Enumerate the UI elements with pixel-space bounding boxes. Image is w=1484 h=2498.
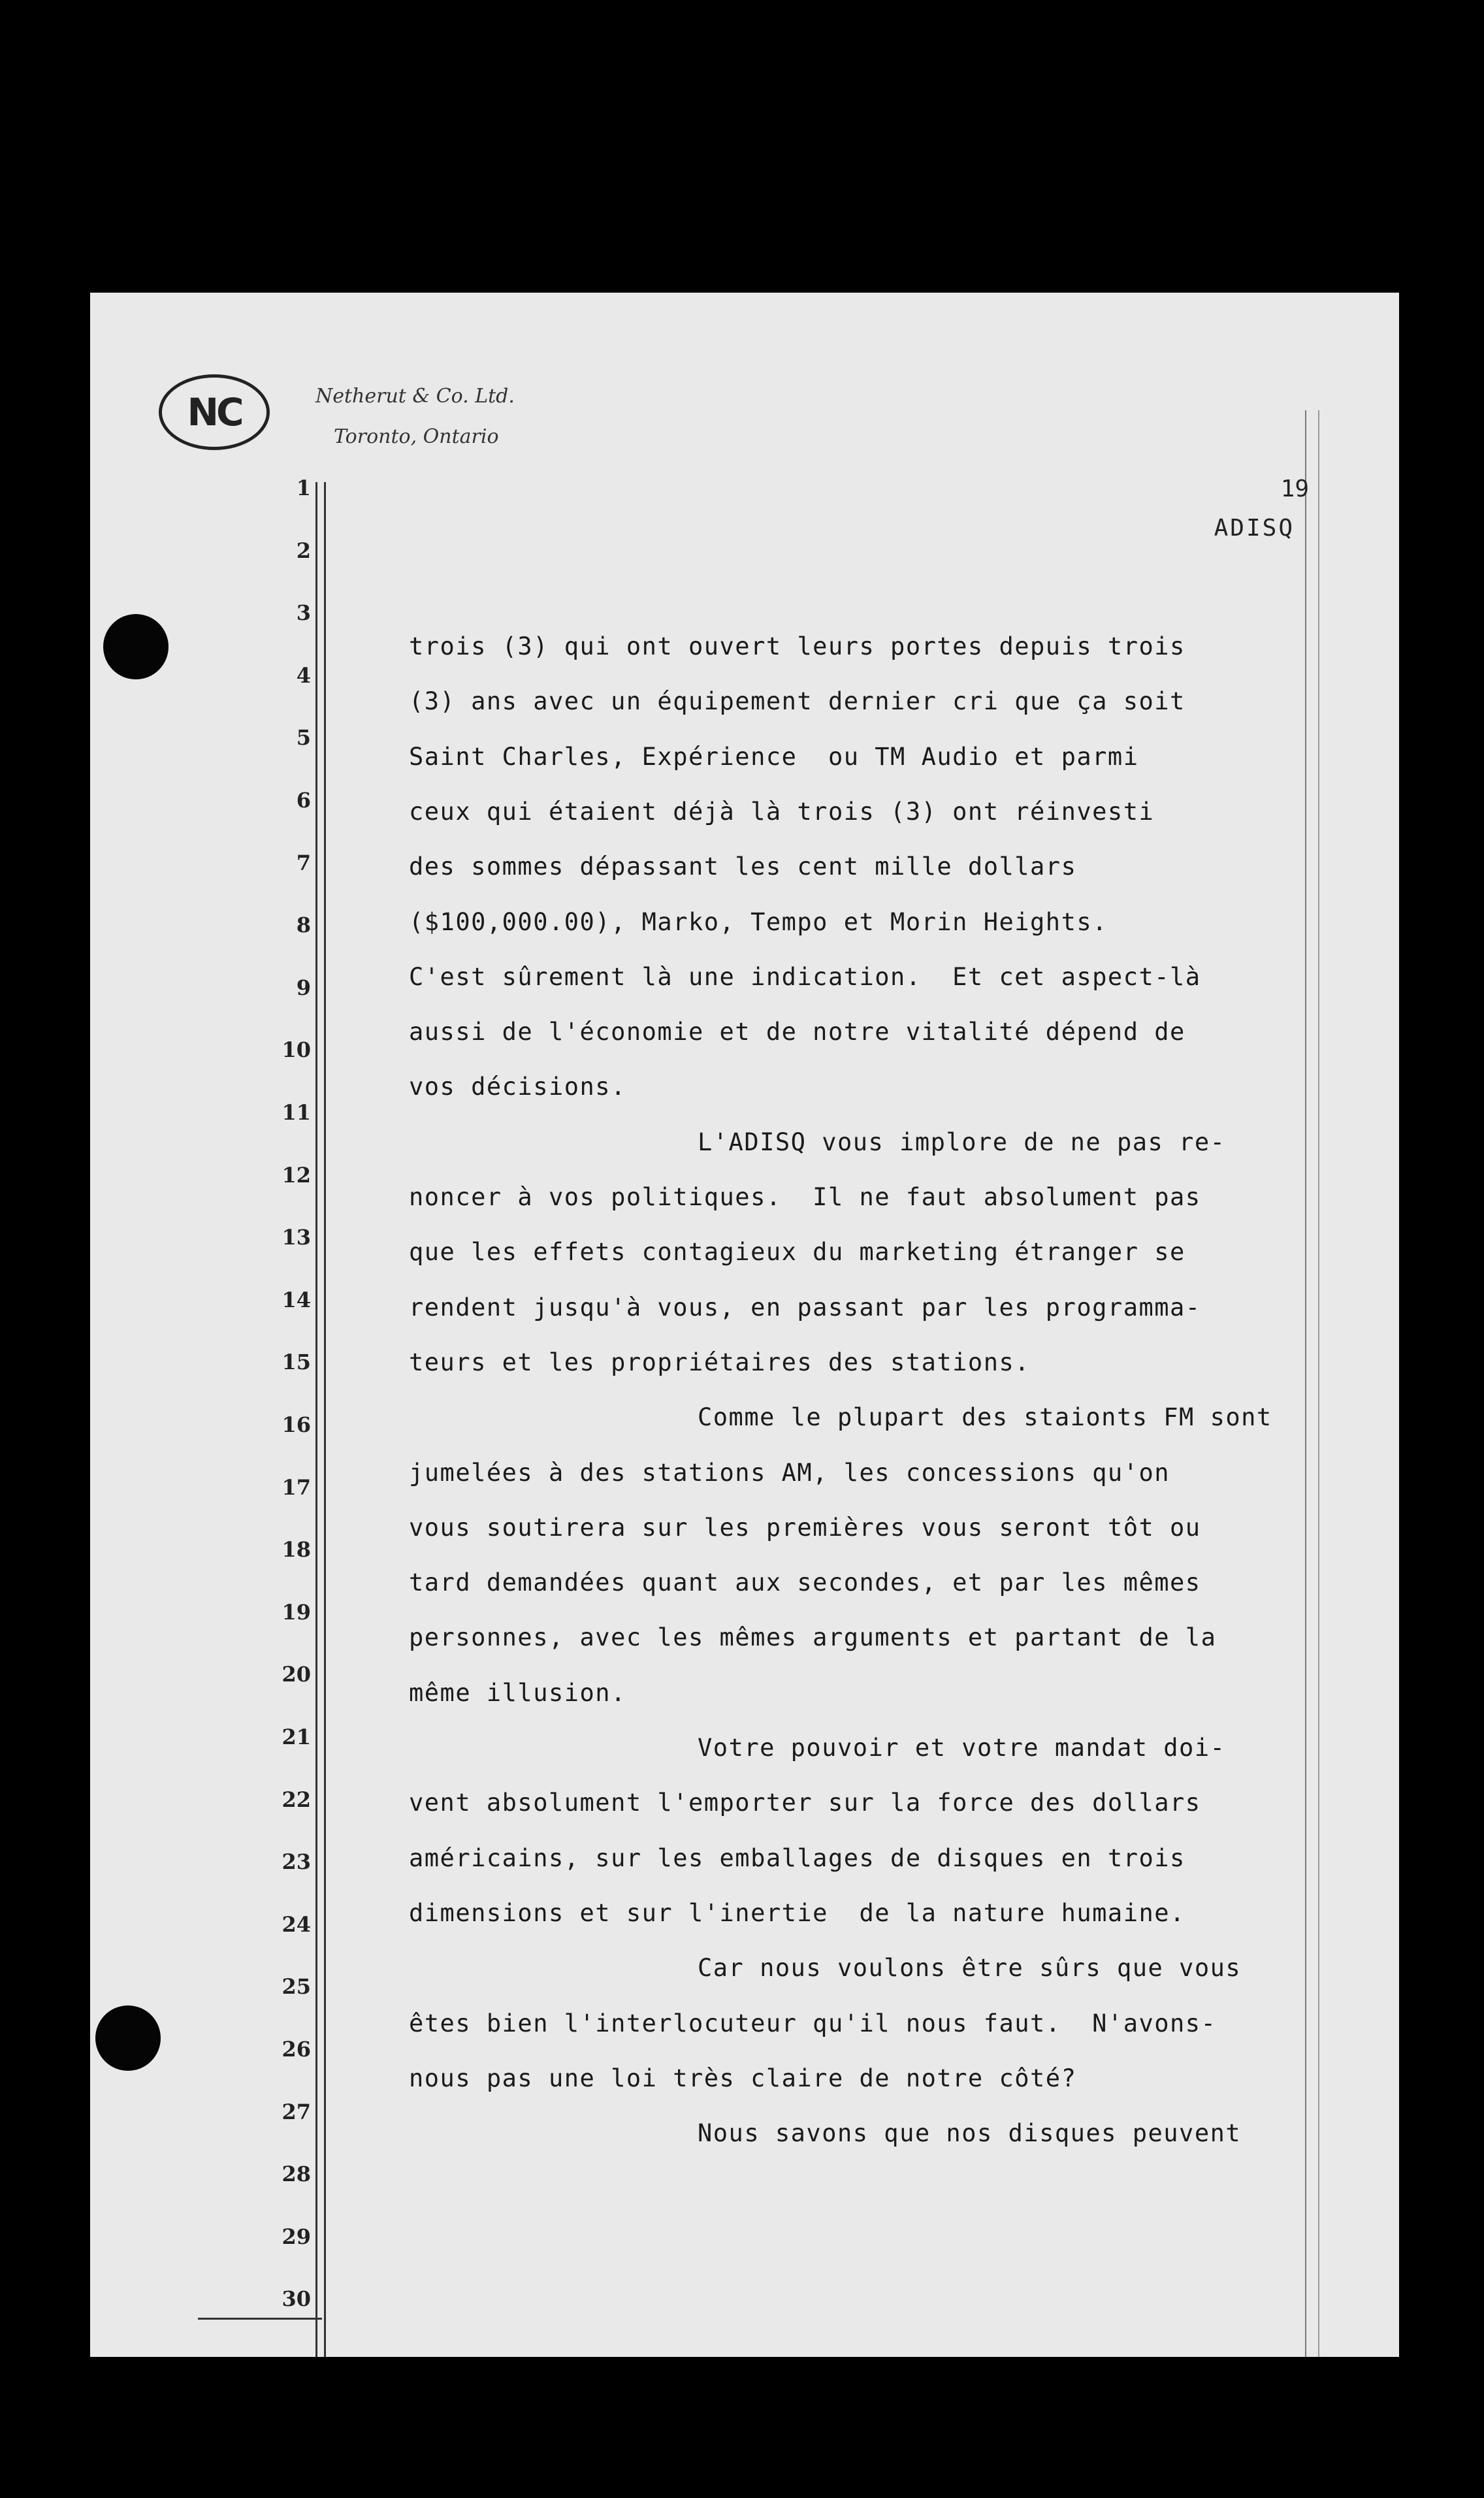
line-number: 2	[296, 538, 311, 563]
line-number: 29	[282, 2224, 311, 2249]
line-number: 13	[282, 1225, 311, 1250]
transcript-line: rendent jusqu'à vous, en passant par les programma-	[409, 1293, 1201, 1322]
transcript-line: êtes bien l'interlocuteur qu'il nous faut. N'avons-	[409, 2009, 1217, 2037]
transcript-line: nous pas une loi très claire de notre côté?	[409, 2064, 1077, 2092]
line-number: 17	[282, 1474, 311, 1500]
transcript-line: L'ADISQ vous implore de ne pas re-	[698, 1127, 1226, 1156]
transcript-line: teurs et les propriétaires des stations.	[409, 1348, 1031, 1376]
line-number: 22	[282, 1787, 311, 1812]
firm-logo: NC	[159, 374, 270, 450]
line-number: 23	[282, 1849, 311, 1875]
transcript-line: américains, sur les emballages de disques en trois	[409, 1843, 1186, 1872]
line-number: 9	[296, 975, 311, 1000]
line-number: 3	[296, 600, 311, 626]
transcript-page	[90, 293, 1399, 2357]
line-number: 28	[282, 2162, 311, 2187]
line-number: 27	[282, 2099, 311, 2124]
transcript-line: ceux qui étaient déjà là trois (3) ont réinvesti	[409, 797, 1155, 826]
transcript-line: vous soutirera sur les premières vous seront tôt ou	[409, 1513, 1201, 1542]
running-header: ADISQ	[1214, 515, 1295, 542]
transcript-line: personnes, avec les mêmes arguments et partant de la	[409, 1623, 1217, 1652]
binder-hole-top	[103, 614, 169, 679]
transcript-line: Comme le plupart des staionts FM sont	[698, 1403, 1272, 1432]
line-number: 6	[296, 788, 311, 813]
bottom-rule	[198, 2318, 322, 2320]
binder-hole-bottom	[95, 2005, 161, 2071]
line-number: 8	[296, 913, 311, 938]
page-number: 19	[1280, 476, 1309, 502]
line-number: 7	[296, 850, 311, 875]
transcript-line: des sommes dépassant les cent mille dollars	[409, 852, 1077, 881]
transcript-line: trois (3) qui ont ouvert leurs portes depuis trois	[409, 632, 1186, 660]
margin-rule-outer	[1305, 410, 1306, 2357]
transcript-line: C'est sûrement là une indication. Et cet aspect-là	[409, 962, 1201, 991]
line-number: 5	[296, 725, 311, 751]
line-number: 20	[282, 1662, 311, 1687]
line-number: 1	[296, 476, 311, 500]
line-number: 11	[282, 1100, 311, 1125]
transcript-line: Nous savons que nos disques peuvent	[698, 2119, 1242, 2148]
transcript-line: même illusion.	[409, 1678, 626, 1707]
line-number: 24	[282, 1911, 311, 1937]
firm-location: Toronto, Ontario	[334, 425, 499, 448]
transcript-line: dimensions et sur l'inertie de la nature humaine.	[409, 1898, 1186, 1927]
transcript-line: ($100,000.00), Marko, Tempo et Morin Heights.	[409, 907, 1108, 936]
transcript-line: tard demandées quant aux secondes, et par les mêmes	[409, 1568, 1201, 1597]
transcript-line: vent absolument l'emporter sur la force des dollars	[409, 1789, 1201, 1817]
transcript-line: Votre pouvoir et votre mandat doi-	[698, 1734, 1226, 1762]
transcript-line: aussi de l'économie et de notre vitalité dépend de	[409, 1018, 1186, 1046]
line-number: 10	[282, 1037, 311, 1063]
transcript-line: Car nous voulons être sûrs que vous	[698, 1954, 1242, 1983]
line-number: 16	[282, 1412, 311, 1437]
line-number: 15	[282, 1350, 311, 1375]
line-number: 19	[282, 1599, 311, 1625]
line-number: 21	[282, 1725, 311, 1749]
line-number: 18	[282, 1537, 311, 1563]
transcript-line: que les effets contagieux du marketing étranger se	[409, 1238, 1186, 1267]
letterhead	[315, 376, 515, 457]
margin-rule-outer-2	[1318, 410, 1319, 2357]
line-number: 26	[282, 2037, 311, 2062]
line-number: 12	[282, 1162, 311, 1188]
line-number: 30	[282, 2286, 311, 2312]
transcript-line: Saint Charles, Expérience ou TM Audio et parmi	[409, 742, 1139, 771]
margin-rule-right	[324, 482, 326, 2357]
line-number: 4	[296, 662, 311, 688]
transcript-line: noncer à vos politiques. Il ne faut absolument pas	[409, 1183, 1201, 1211]
transcript-line: jumelées à des stations AM, les concessions qu'on	[409, 1458, 1170, 1487]
transcript-line: vos décisions.	[409, 1073, 626, 1101]
firm-name: Netherut & Co. Ltd.	[315, 385, 515, 408]
margin-rule-left	[315, 482, 317, 2357]
line-number: 14	[282, 1287, 311, 1312]
transcript-line: (3) ans avec un équipement dernier cri que ça soit	[409, 687, 1186, 716]
line-number: 25	[282, 1974, 311, 2000]
